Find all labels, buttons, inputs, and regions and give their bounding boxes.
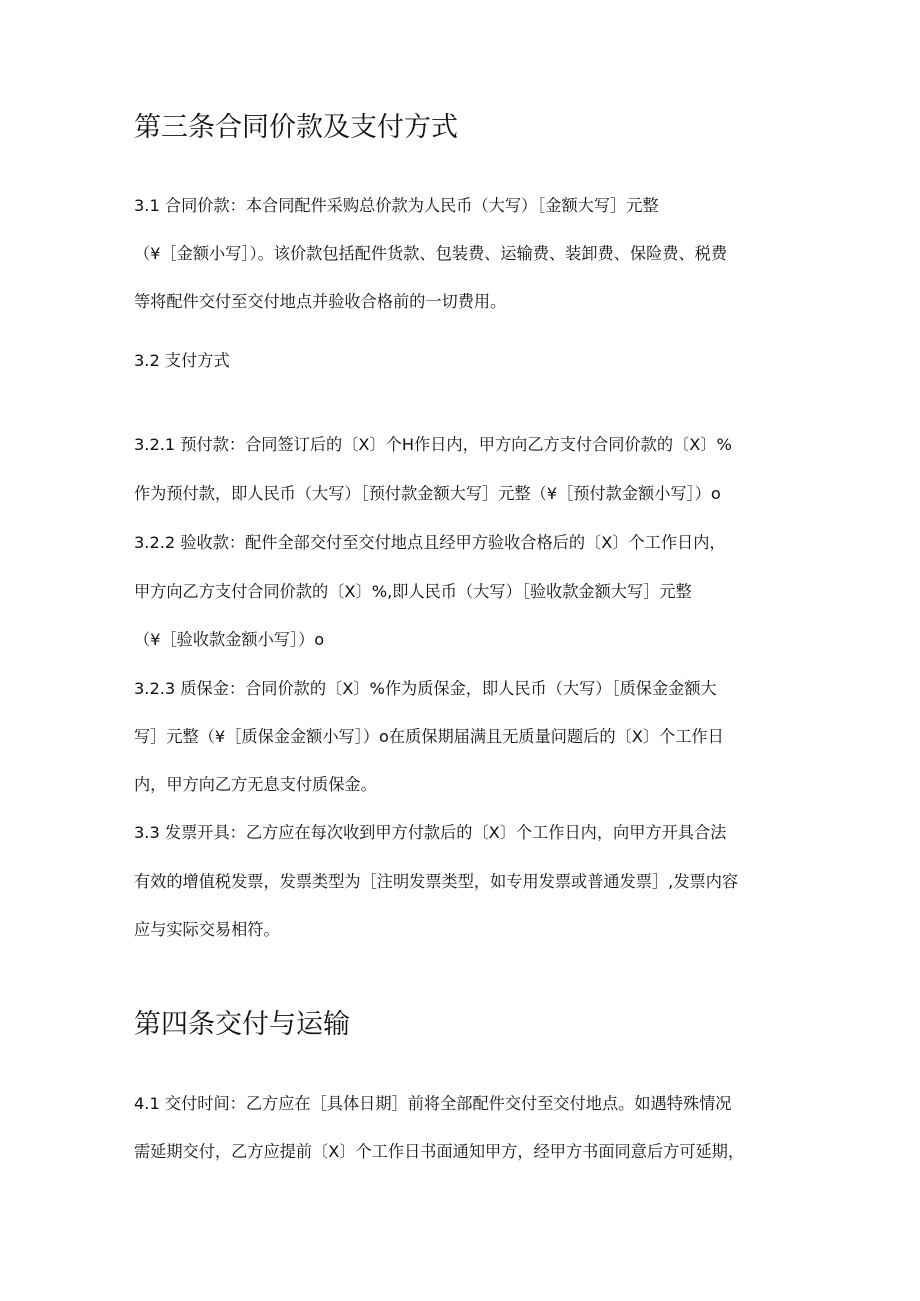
section-3-title: 第三条合同价款及支付方式 [134, 112, 458, 143]
clause-3-3-line-3: 应与实际交易相符。 [134, 920, 280, 939]
clause-3-2-3-line-2: 写］元整（¥［质保金金额小写］）o在质保期届满且无质量问题后的〔X〕个工作日 [134, 727, 724, 746]
clause-3-1-line-1: 3.1 合同价款：本合同配件采购总价款为人民币（大写）［金额大写］元整 [134, 196, 659, 215]
clause-3-3-line-1: 3.3 发票开具：乙方应在每次收到甲方付款后的〔X〕个工作日内，向甲方开具合法 [134, 823, 727, 842]
clause-3-2-heading: 3.2 支付方式 [134, 351, 230, 370]
section-4-title: 第四条交付与运输 [134, 1009, 350, 1040]
clause-3-1-line-3: 等将配件交付至交付地点并验收合格前的一切费用。 [134, 292, 507, 311]
clause-3-2-2-line-2: 甲方向乙方支付合同价款的〔X〕%,即人民币（大写）［验收款金额大写］元整 [134, 582, 692, 601]
clause-3-1-line-2: （¥［金额小写］）。该价款包括配件货款、包装费、运输费、装卸费、保险费、税费 [134, 244, 728, 263]
clause-3-3-line-2: 有效的增值税发票，发票类型为［注明发票类型，如专用发票或普通发票］,发票内容 [134, 872, 739, 891]
clause-3-2-1-line-1: 3.2.1 预付款：合同签订后的〔X〕个H作日内，甲方向乙方支付合同价款的〔X〕% [134, 435, 732, 454]
clause-3-2-2-line-3: （¥［验收款金额小写］）o [134, 630, 325, 649]
clause-3-2-3-line-3: 内，甲方向乙方无息支付质保金。 [134, 775, 377, 794]
clause-4-1-line-2: 需延期交付，乙方应提前〔X〕个工作日书面通知甲方，经甲方书面同意后方可延期， [134, 1142, 745, 1161]
clause-3-2-1-line-2: 作为预付款，即人民币（大写）［预付款金额大写］元整（¥［预付款金额小写］）o [134, 484, 721, 503]
clause-3-2-3-line-1: 3.2.3 质保金：合同价款的〔X〕%作为质保金，即人民币（大写）［质保金金额大 [134, 679, 717, 698]
clause-3-2-2-line-1: 3.2.2 验收款：配件全部交付至交付地点且经甲方验收合格后的〔X〕个工作日内， [134, 533, 726, 552]
clause-4-1-line-1: 4.1 交付时间：乙方应在［具体日期］前将全部配件交付至交付地点。如遇特殊情况 [134, 1094, 732, 1113]
